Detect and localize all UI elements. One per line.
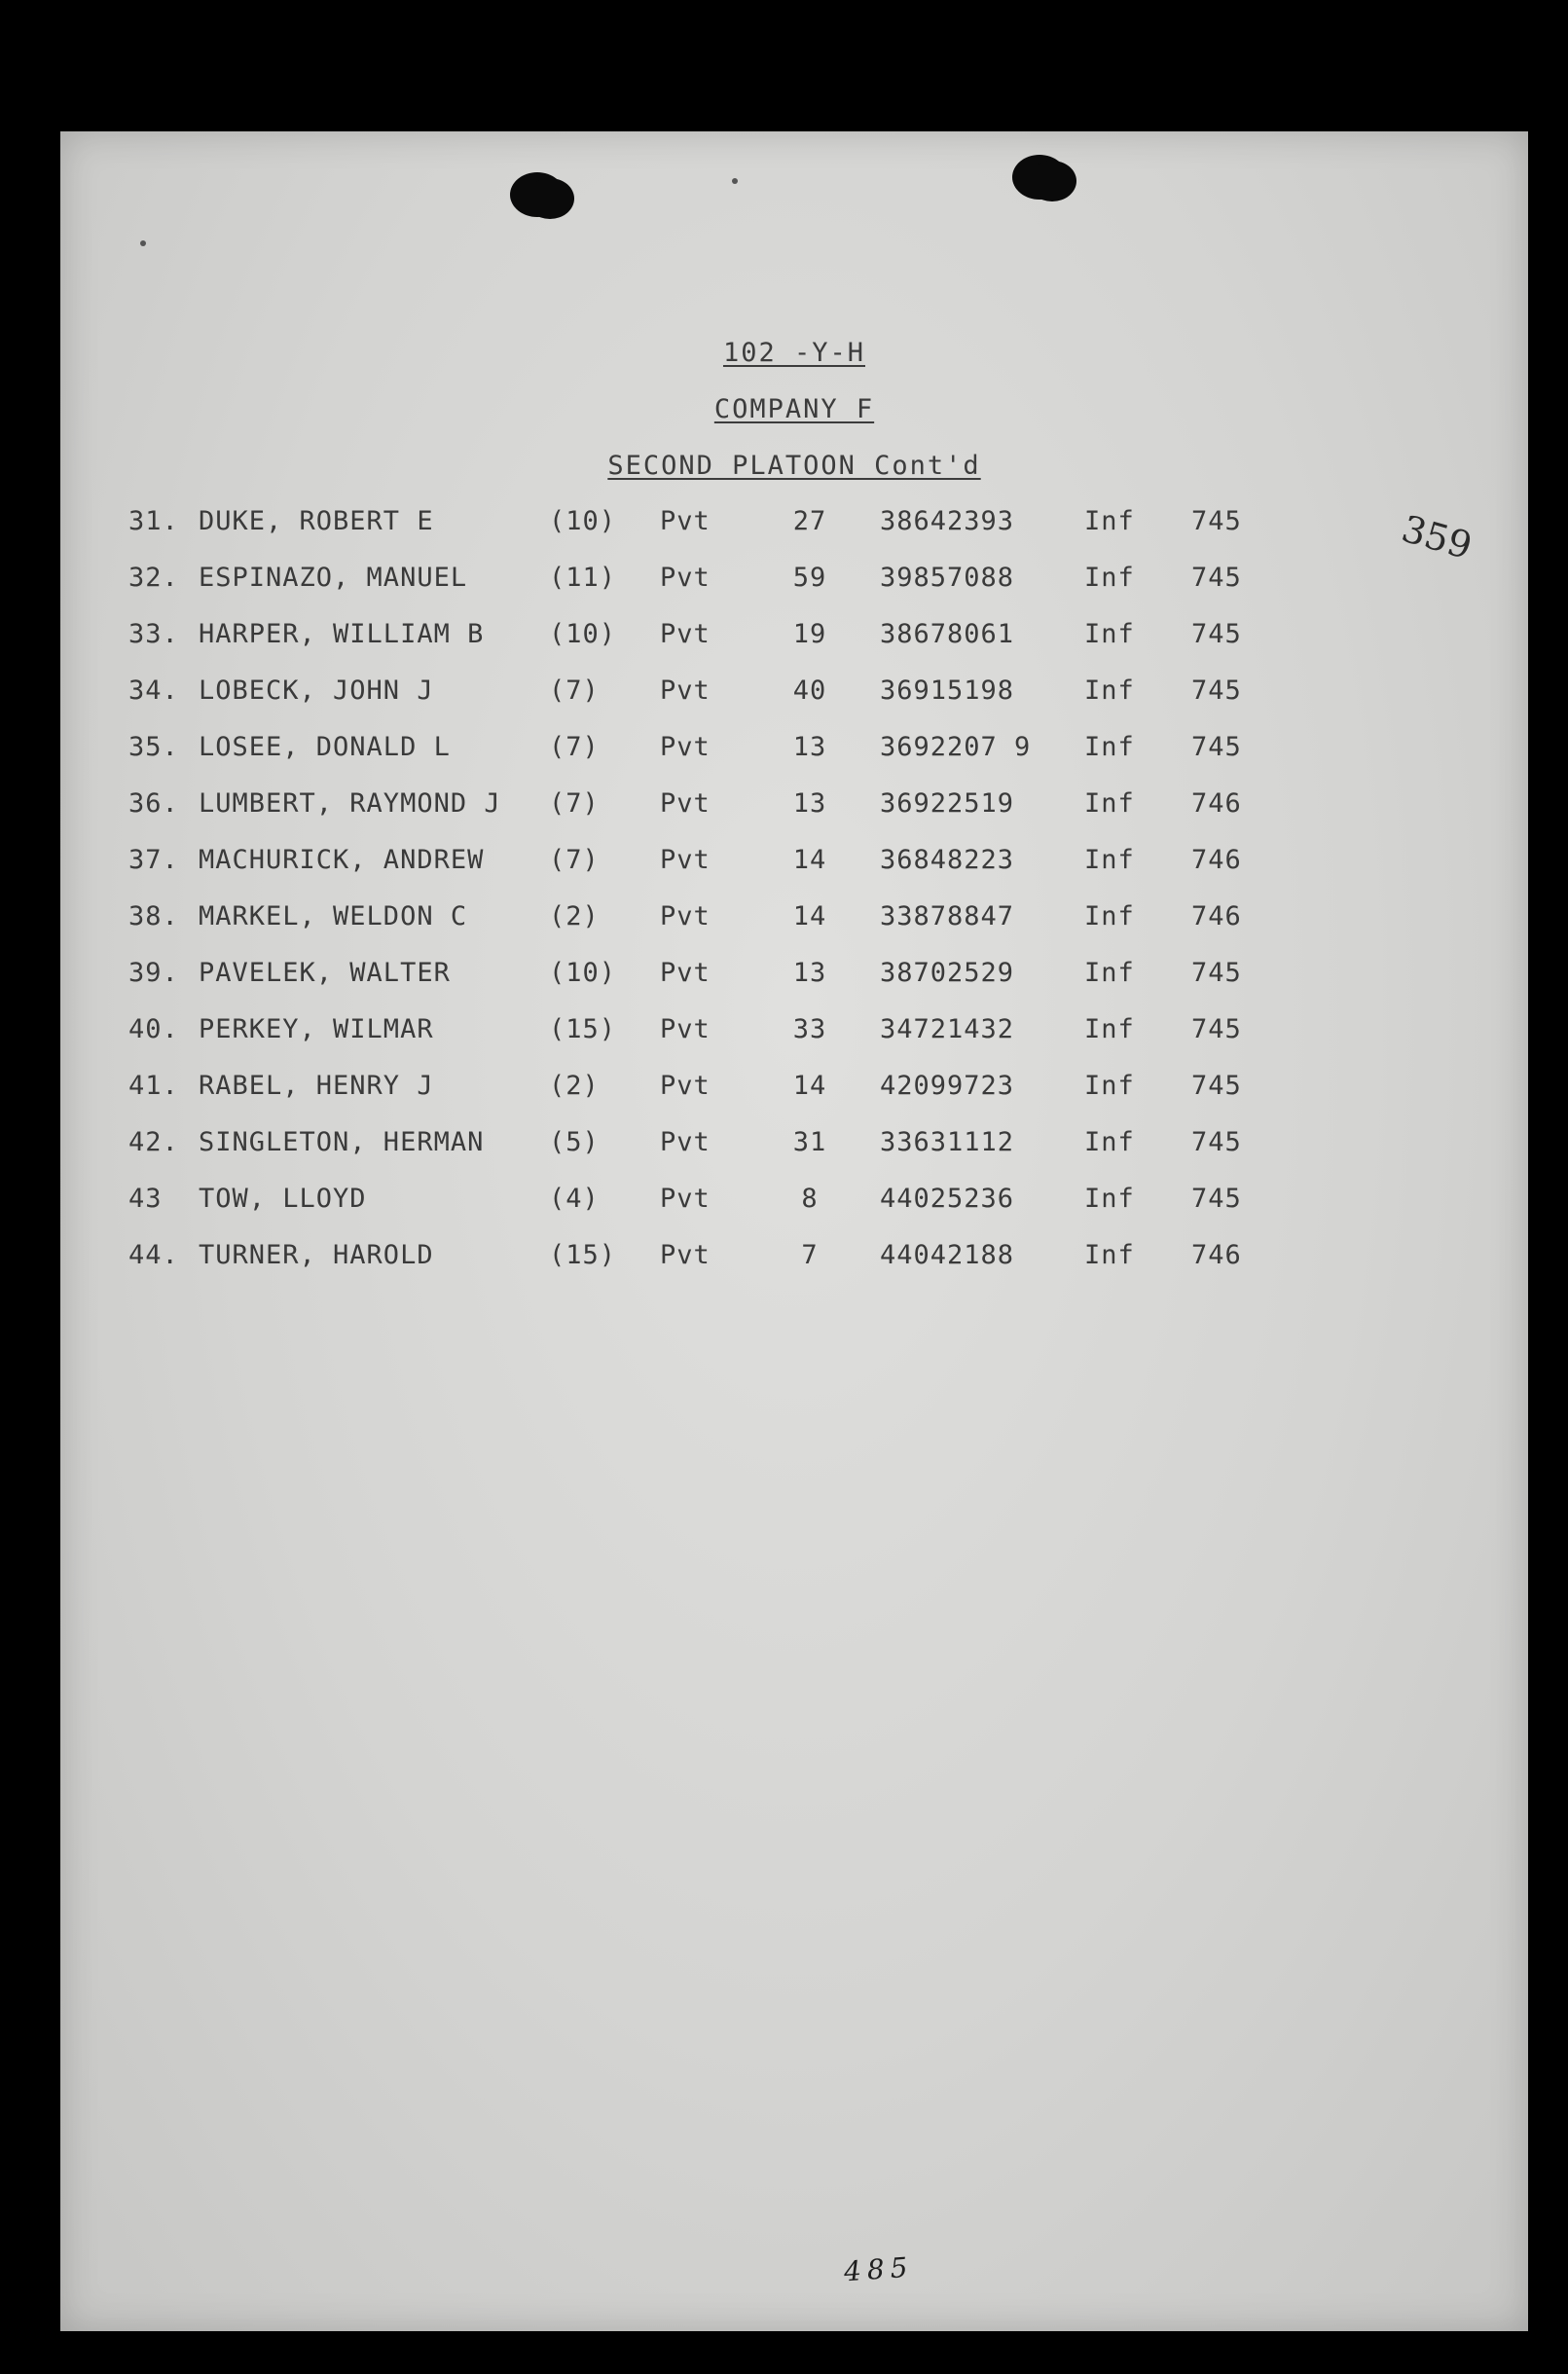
- unit-code: 745: [1191, 958, 1242, 988]
- roster-row: [60, 1127, 1423, 1170]
- entry-number: 44.: [128, 1240, 179, 1270]
- serial-number: 42099723: [880, 1071, 1015, 1101]
- rank: Pvt: [660, 958, 711, 988]
- entry-number: 43: [128, 1184, 163, 1214]
- serial-number: 33878847: [880, 901, 1015, 931]
- branch: Inf: [1084, 1240, 1135, 1270]
- platoon-header: [60, 451, 1528, 481]
- entry-value: 27: [792, 506, 827, 536]
- entry-number: 38.: [128, 901, 179, 931]
- serial-number: 44025236: [880, 1184, 1015, 1214]
- serial-number: 3692207 9: [880, 732, 1032, 762]
- entry-number: 36.: [128, 788, 179, 819]
- group-code: (2): [549, 901, 600, 931]
- unit-code: 746: [1191, 1240, 1242, 1270]
- roster-row: [60, 1184, 1423, 1226]
- soldier-name: PERKEY, WILMAR: [199, 1014, 434, 1044]
- entry-value: 33: [792, 1014, 827, 1044]
- roster-row: [60, 506, 1423, 549]
- roster-row: [60, 563, 1423, 605]
- serial-number: 36848223: [880, 845, 1015, 875]
- roster-row: [60, 958, 1423, 1001]
- entry-value: 14: [792, 845, 827, 875]
- unit-code: 746: [1191, 845, 1242, 875]
- handwritten-folio-number: 359: [1397, 506, 1477, 568]
- soldier-name: MARKEL, WELDON C: [199, 901, 468, 931]
- rank: Pvt: [660, 901, 711, 931]
- entry-value: 8: [801, 1184, 819, 1214]
- roster-row: [60, 901, 1423, 944]
- rank: Pvt: [660, 788, 711, 819]
- branch: Inf: [1084, 676, 1135, 706]
- punch-hole-right: [1012, 155, 1067, 200]
- entry-number: 39.: [128, 958, 179, 988]
- paper-speck: [140, 240, 146, 246]
- group-code: (2): [549, 1071, 600, 1101]
- serial-number: 39857088: [880, 563, 1015, 593]
- unit-code: 746: [1191, 788, 1242, 819]
- unit-code: 745: [1191, 1014, 1242, 1044]
- roster-row: [60, 732, 1423, 775]
- roster-row: [60, 1014, 1423, 1057]
- paper-speck: [732, 178, 738, 184]
- serial-number: 36922519: [880, 788, 1015, 819]
- entry-value: 13: [792, 958, 827, 988]
- roster-row: [60, 1071, 1423, 1114]
- rank: Pvt: [660, 1071, 711, 1101]
- company-title: COMPANY F: [713, 394, 875, 424]
- soldier-name: PAVELEK, WALTER: [199, 958, 451, 988]
- soldier-name: MACHURICK, ANDREW: [199, 845, 485, 875]
- entry-value: 13: [792, 732, 827, 762]
- unit-code: 745: [1191, 1127, 1242, 1157]
- rank: Pvt: [660, 1127, 711, 1157]
- rank: Pvt: [660, 563, 711, 593]
- entry-value: 59: [792, 563, 827, 593]
- group-code: (7): [549, 732, 600, 762]
- entry-number: 34.: [128, 676, 179, 706]
- branch: Inf: [1084, 1014, 1135, 1044]
- entry-number: 33.: [128, 619, 179, 649]
- soldier-name: SINGLETON, HERMAN: [199, 1127, 485, 1157]
- entry-value: 40: [792, 676, 827, 706]
- entry-value: 19: [792, 619, 827, 649]
- unit-code: 745: [1191, 732, 1242, 762]
- rank: Pvt: [660, 1014, 711, 1044]
- entry-value: 31: [792, 1127, 827, 1157]
- rank: Pvt: [660, 845, 711, 875]
- unit-code: 746: [1191, 901, 1242, 931]
- roster-row: [60, 619, 1423, 662]
- entry-number: 31.: [128, 506, 179, 536]
- group-code: (15): [549, 1014, 617, 1044]
- group-code: (10): [549, 619, 617, 649]
- branch: Inf: [1084, 1184, 1135, 1214]
- soldier-name: LUMBERT, RAYMOND J: [199, 788, 501, 819]
- group-code: (15): [549, 1240, 617, 1270]
- entry-number: 32.: [128, 563, 179, 593]
- group-code: (4): [549, 1184, 600, 1214]
- branch: Inf: [1084, 732, 1135, 762]
- group-code: (10): [549, 958, 617, 988]
- platoon-title: SECOND PLATOON Cont'd: [607, 451, 981, 481]
- rank: Pvt: [660, 1240, 711, 1270]
- punch-hole-left: [510, 172, 565, 217]
- rank: Pvt: [660, 676, 711, 706]
- rank: Pvt: [660, 1184, 711, 1214]
- rank: Pvt: [660, 506, 711, 536]
- branch: Inf: [1084, 506, 1135, 536]
- company-header: [60, 394, 1528, 424]
- soldier-name: TURNER, HAROLD: [199, 1240, 434, 1270]
- group-code: (11): [549, 563, 617, 593]
- entry-number: 37.: [128, 845, 179, 875]
- unit-code: 745: [1191, 1071, 1242, 1101]
- rank: Pvt: [660, 732, 711, 762]
- handwritten-page-number: 485: [842, 2250, 915, 2288]
- unit-code: 745: [1191, 506, 1242, 536]
- soldier-name: TOW, LLOYD: [199, 1184, 367, 1214]
- serial-number: 38702529: [880, 958, 1015, 988]
- roster-row: [60, 788, 1423, 831]
- document-page: [60, 131, 1528, 2331]
- entry-number: 42.: [128, 1127, 179, 1157]
- serial-number: 33631112: [880, 1127, 1015, 1157]
- unit-header: [60, 338, 1528, 368]
- branch: Inf: [1084, 845, 1135, 875]
- group-code: (10): [549, 506, 617, 536]
- group-code: (7): [549, 845, 600, 875]
- soldier-name: LOBECK, JOHN J: [199, 676, 434, 706]
- roster-row: [60, 845, 1423, 888]
- roster-row: [60, 676, 1423, 718]
- branch: Inf: [1084, 563, 1135, 593]
- unit-code: 102 -Y-H: [722, 338, 866, 368]
- soldier-name: RABEL, HENRY J: [199, 1071, 434, 1101]
- soldier-name: LOSEE, DONALD L: [199, 732, 451, 762]
- entry-value: 13: [792, 788, 827, 819]
- soldier-name: DUKE, ROBERT E: [199, 506, 434, 536]
- unit-code: 745: [1191, 1184, 1242, 1214]
- entry-number: 41.: [128, 1071, 179, 1101]
- entry-number: 35.: [128, 732, 179, 762]
- branch: Inf: [1084, 958, 1135, 988]
- branch: Inf: [1084, 1127, 1135, 1157]
- branch: Inf: [1084, 1071, 1135, 1101]
- rank: Pvt: [660, 619, 711, 649]
- unit-code: 745: [1191, 619, 1242, 649]
- serial-number: 38678061: [880, 619, 1015, 649]
- entry-value: 14: [792, 901, 827, 931]
- soldier-name: ESPINAZO, MANUEL: [199, 563, 468, 593]
- branch: Inf: [1084, 619, 1135, 649]
- group-code: (7): [549, 676, 600, 706]
- group-code: (7): [549, 788, 600, 819]
- entry-number: 40.: [128, 1014, 179, 1044]
- soldier-name: HARPER, WILLIAM B: [199, 619, 485, 649]
- entry-value: 7: [801, 1240, 819, 1270]
- roster-row: [60, 1240, 1423, 1283]
- branch: Inf: [1084, 901, 1135, 931]
- serial-number: 44042188: [880, 1240, 1015, 1270]
- serial-number: 38642393: [880, 506, 1015, 536]
- serial-number: 34721432: [880, 1014, 1015, 1044]
- serial-number: 36915198: [880, 676, 1015, 706]
- unit-code: 745: [1191, 676, 1242, 706]
- entry-value: 14: [792, 1071, 827, 1101]
- unit-code: 745: [1191, 563, 1242, 593]
- group-code: (5): [549, 1127, 600, 1157]
- branch: Inf: [1084, 788, 1135, 819]
